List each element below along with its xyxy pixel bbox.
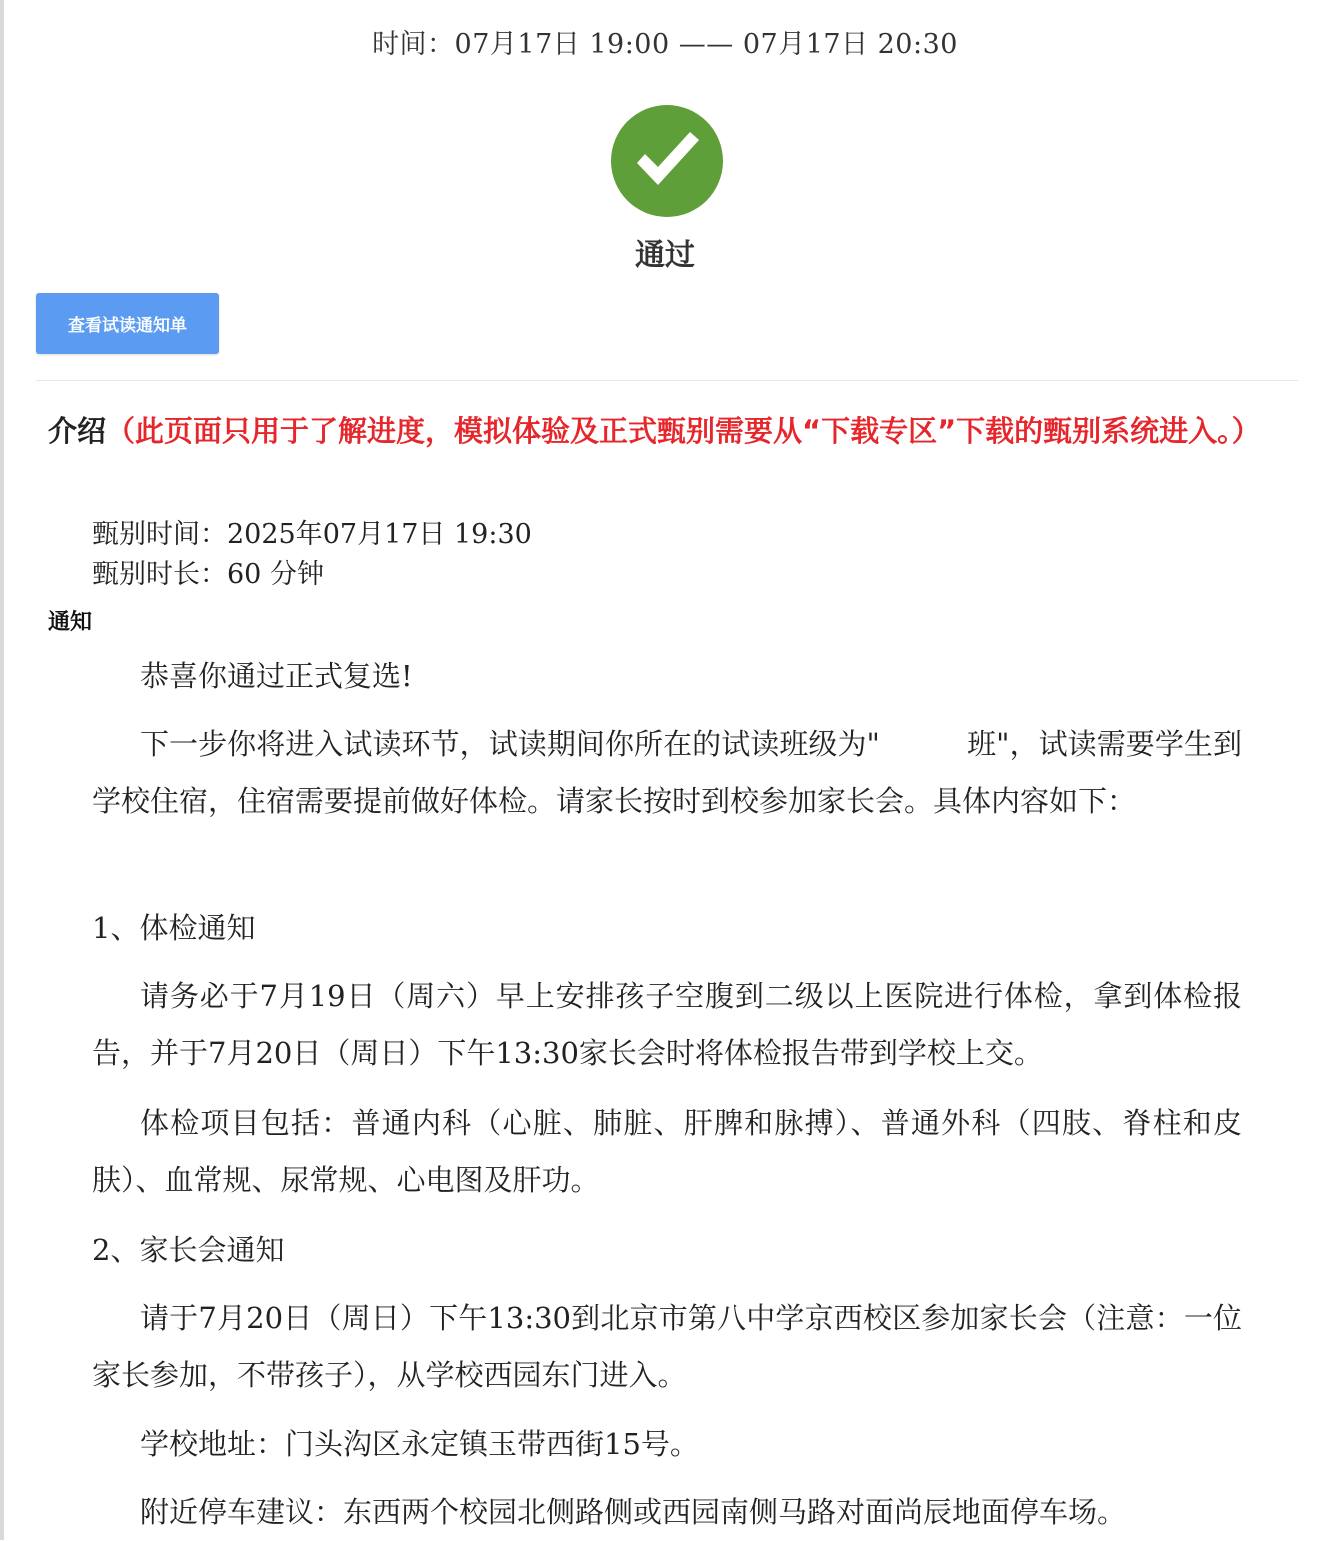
- section1-title: 1、体检通知: [92, 911, 256, 945]
- parking-suggestion: 附近停车建议：东西两个校园北侧路侧或西园南侧马路对面尚辰地面停车场。: [140, 1495, 1127, 1529]
- notice-congrats: 恭喜你通过正式复选!: [140, 659, 413, 693]
- section1-items: 体检项目包括：普通内科（心脏、肺脏、肝脾和脉搏）、普通外科（四肢、脊柱和皮肤）、血常规、尿常规、心电图及肝功。: [92, 1106, 1242, 1197]
- screening-time: 甄别时间：2025年07月17日 19:30: [92, 519, 532, 550]
- intro-title: 介绍: [48, 414, 107, 448]
- screening-duration: 甄别时长：60 分钟: [92, 559, 324, 590]
- intro-warning-note: （此页面只用于了解进度，模拟体验及正式甄别需要从“下载专区”下载的甄别系统进入。）: [106, 414, 1261, 448]
- section2-title: 2、家长会通知: [92, 1233, 285, 1267]
- notice-heading: 通知: [48, 610, 93, 635]
- section1-body: 请务必于7月19日（周六）早上安排孩子空腹到二级以上医院进行体检，拿到体检报告，并于7月20日（周日）下午13:30家长会时将体检报告带到学校上交。: [92, 979, 1242, 1070]
- time-range: 时间：07月17日 19:00 —— 07月17日 20:30: [372, 29, 958, 60]
- section2-body: 请于7月20日（周日）下午13:30到北京市第八中学京西校区参加家长会（注意：一位家长参加，不带孩子），从学校西园东门进入。: [92, 1301, 1242, 1392]
- status-label: 通过: [635, 238, 695, 273]
- school-address: 学校地址：门头沟区永定镇玉带西街15号。: [140, 1427, 699, 1461]
- notice-next-step: 下一步你将进入试读环节，试读期间你所在的试读班级为" 班"，试读需要学生到学校住宿，住宿需要提前做好体检。请家长按时到校参加家长会。具体内容如下：: [92, 727, 1242, 818]
- divider: [36, 380, 1298, 381]
- intro-section: [48, 410, 1278, 453]
- view-trial-notice-button[interactable]: 查看试读通知单: [36, 293, 219, 354]
- check-circle-icon: [611, 105, 723, 217]
